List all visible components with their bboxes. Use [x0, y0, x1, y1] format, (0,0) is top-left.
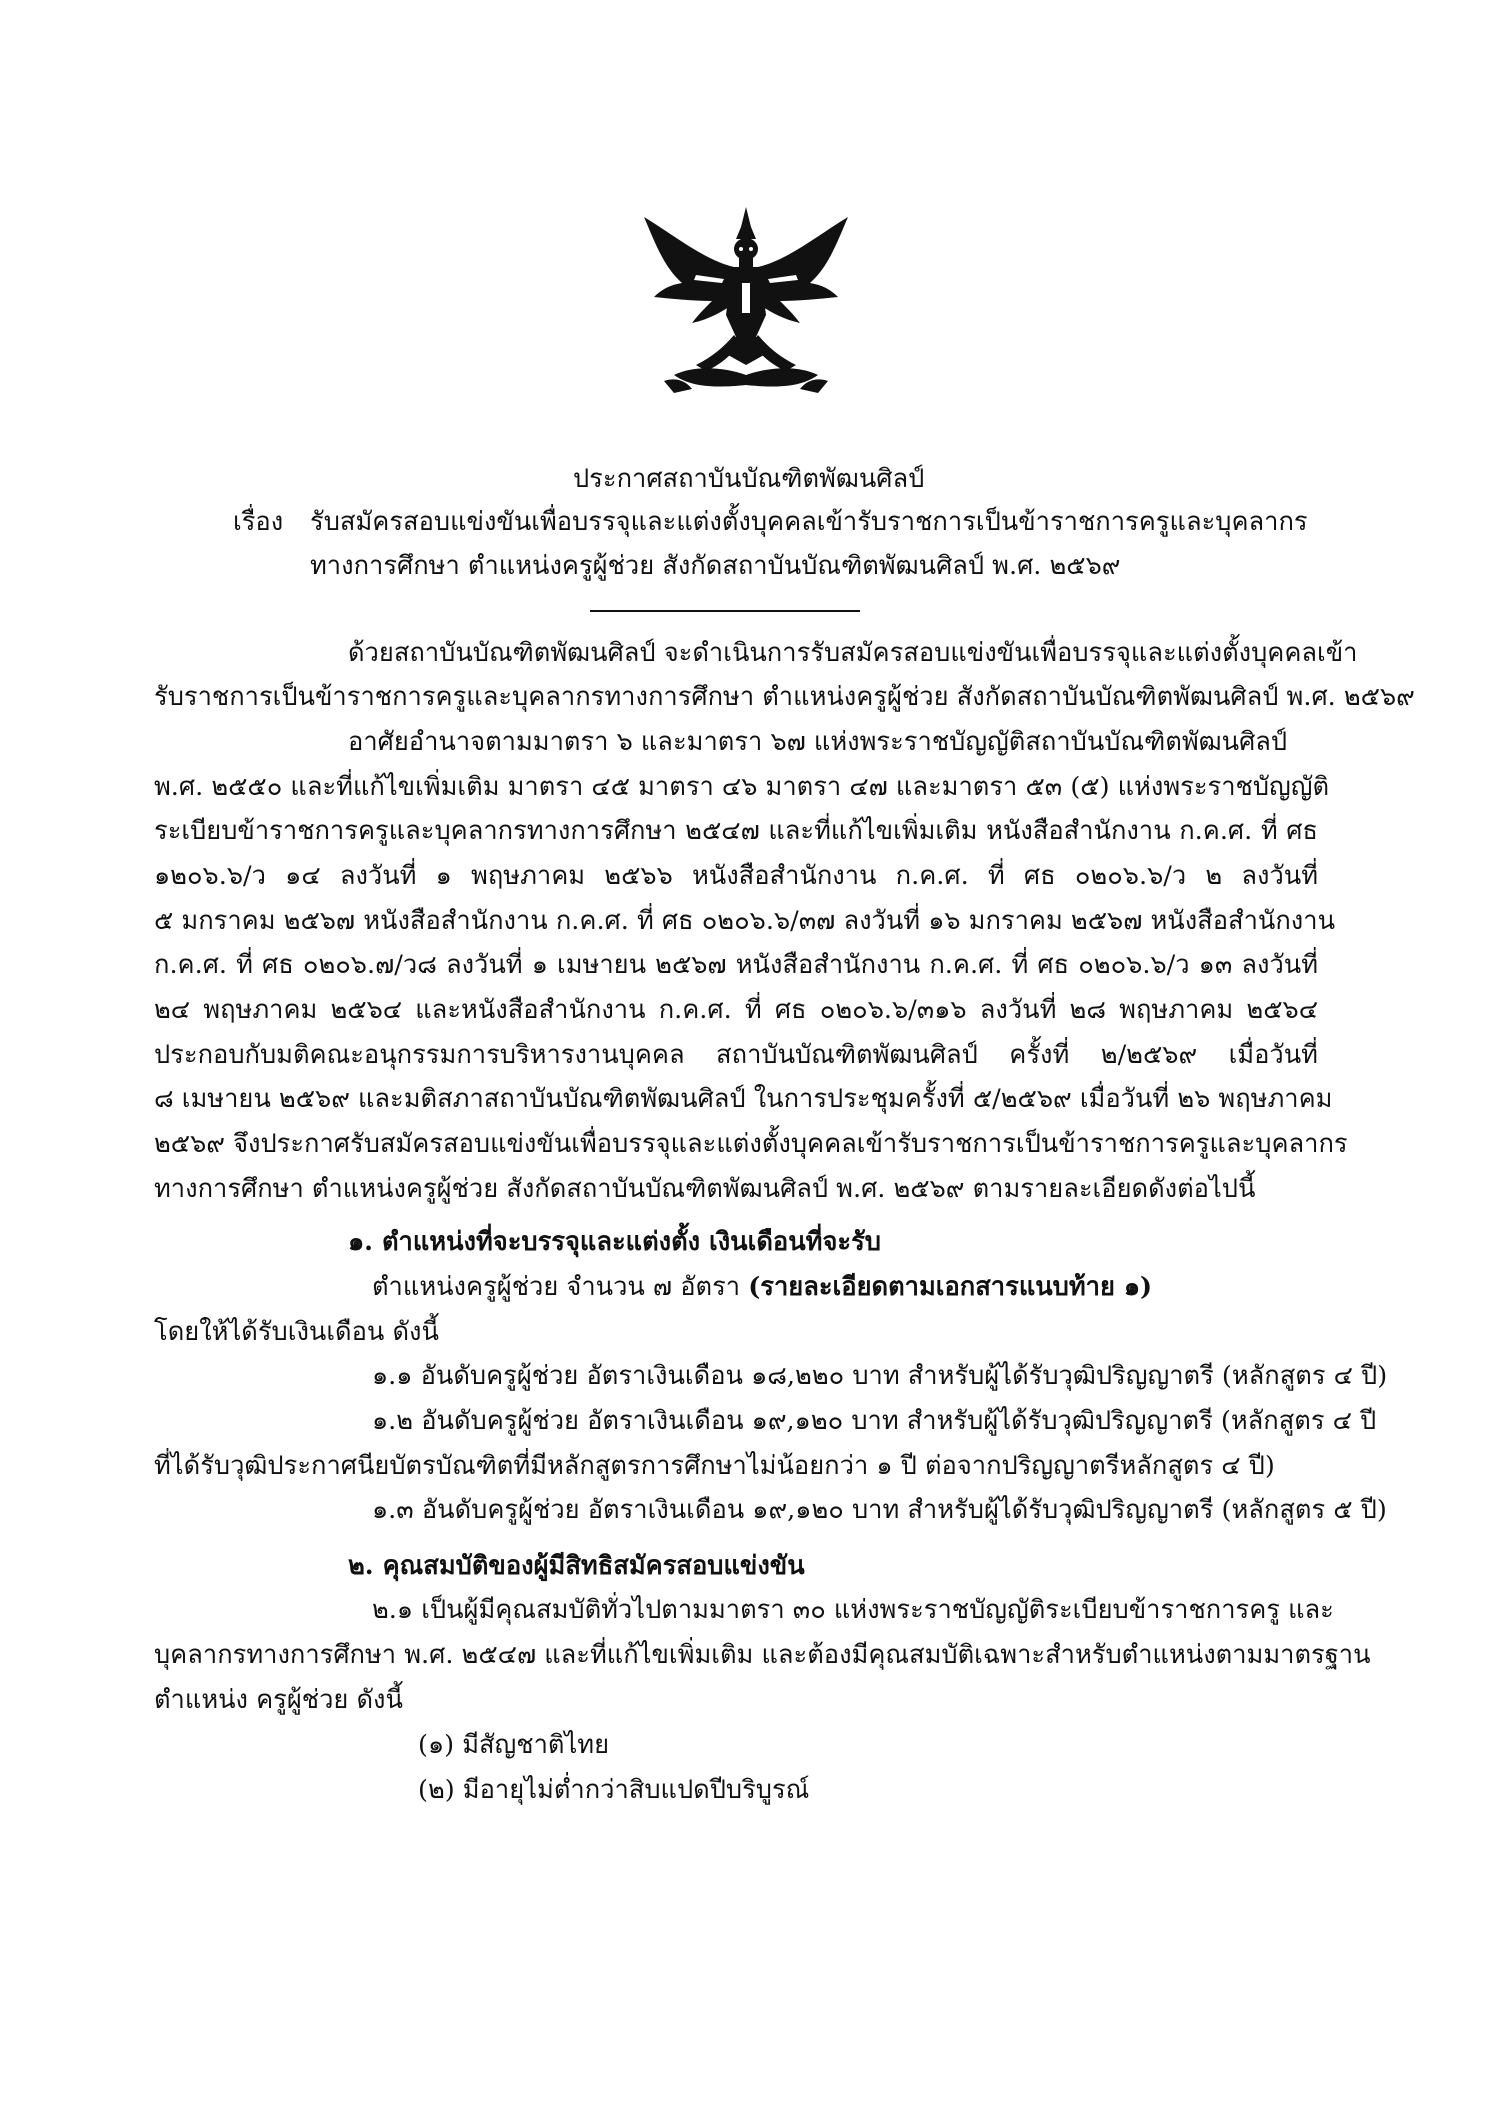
salary-item-continued: ที่ได้รับวุฒิประกาศนียบัตรบัณฑิตที่มีหลักสูตรการศึกษาไม่น้อยกว่า ๑ ปี ต่อจากปริญญาตรีหลักสูตร ๔ ปี): [154, 1451, 1275, 1481]
title-divider: [590, 610, 860, 612]
salary-item: ๑.๒ อันดับครูผู้ช่วย อัตราเงินเดือน ๑๙,๑๒๐ บาท สำหรับผู้ได้รับวุฒิปริญญาตรี (หลักสูตร ๔ ปี: [372, 1406, 1377, 1436]
intro-line: ด้วยสถาบันบัณฑิตพัฒนศิลป์ จะดำเนินการรับสมัครสอบแข่งขันเพื่อบรรจุและแต่งตั้งบุคคลเข้า: [348, 638, 1358, 668]
authority-line: ๘ เมษายน ๒๕๖๙ และมติสภาสถาบันบัณฑิตพัฒนศิลป์ ในการประชุมครั้งที่ ๕/๒๕๖๙ เมื่อวันที่ ๒๖ พฤษภาคม: [154, 1084, 1333, 1114]
authority-line: อาศัยอำนาจตามมาตรา ๖ และมาตรา ๖๗ แห่งพระราชบัญญัติสถาบันบัณฑิตพัฒนศิลป์: [348, 727, 1288, 757]
authority-line: ๕ มกราคม ๒๕๖๗ หนังสือสำนักงาน ก.ค.ศ. ที่ ศธ ๐๒๐๖.๖/๓๗ ลงวันที่ ๑๖ มกราคม ๒๕๖๗ หนังสือสำนักงาน: [154, 906, 1336, 936]
section-2-heading: ๒. คุณสมบัติของผู้มีสิทธิสมัครสอบแข่งขัน: [348, 1551, 805, 1581]
subject-line-2: ทางการศึกษา ตำแหน่งครูผู้ช่วย สังกัดสถาบันบัณฑิตพัฒนศิลป์ พ.ศ. ๒๕๖๙: [310, 551, 1121, 581]
garuda-emblem: [634, 205, 859, 395]
authority-line: ประกอบกับมติคณะอนุกรรมการบริหารงานบุคคล สถาบันบัณฑิตพัฒนศิลป์ ครั้งที่ ๒/๒๕๖๙ เมื่อวันที่: [154, 1040, 1318, 1070]
authority-line: ๒๕๖๙ จึงประกาศรับสมัครสอบแข่งขันเพื่อบรรจุและแต่งตั้งบุคคลเข้ารับราชการเป็นข้าราชการครูและบุคลากร: [154, 1129, 1348, 1159]
subject-line-1: รับสมัครสอบแข่งขันเพื่อบรรจุและแต่งตั้งบุคคลเข้ารับราชการเป็นข้าราชการครูและบุคลากร: [310, 507, 1308, 537]
position-attachment-ref: (รายละเอียดตามเอกสารแนบท้าย ๑): [748, 1272, 1153, 1302]
authority-line: พ.ศ. ๒๕๕๐ และที่แก้ไขเพิ่มเติม มาตรา ๔๕ มาตรา ๔๖ มาตรา ๔๗ และมาตรา ๕๓ (๕) แห่งพระราชบัญญัติ: [154, 772, 1330, 802]
qualification-item-continued: บุคลากรทางการศึกษา พ.ศ. ๒๕๔๗ และที่แก้ไขเพิ่มเติม และต้องมีคุณสมบัติเฉพาะสำหรับตำแหน่งตามมาตรฐาน: [154, 1640, 1371, 1670]
subject-label: เรื่อง: [233, 507, 284, 537]
salary-item: ๑.๑ อันดับครูผู้ช่วย อัตราเงินเดือน ๑๘,๒๒๐ บาท สำหรับผู้ได้รับวุฒิปริญญาตรี (หลักสูตร ๔ ปี): [372, 1361, 1388, 1391]
intro-line: รับราชการเป็นข้าราชการครูและบุคลากรทางการศึกษา ตำแหน่งครูผู้ช่วย สังกัดสถาบันบัณฑิตพัฒนศิลป์ พ.ศ. ๒๕๖๙: [154, 682, 1415, 712]
qualification-sub-item: (๑) มีสัญชาติไทย: [418, 1730, 610, 1760]
authority-line: ๒๔ พฤษภาคม ๒๕๖๔ และหนังสือสำนักงาน ก.ค.ศ. ที่ ศธ ๐๒๐๖.๖/๓๑๖ ลงวันที่ ๒๘ พฤษภาคม ๒๕๖๔: [154, 995, 1318, 1025]
salary-item: ๑.๓ อันดับครูผู้ช่วย อัตราเงินเดือน ๑๙,๑๒๐ บาท สำหรับผู้ได้รับวุฒิปริญญาตรี (หลักสูตร ๕ ปี): [372, 1495, 1387, 1525]
authority-line: ก.ค.ศ. ที่ ศธ ๐๒๐๖.๗/ว๘ ลงวันที่ ๑ เมษายน ๒๕๖๗ หนังสือสำนักงาน ก.ค.ศ. ที่ ศธ ๐๒๐๖.๖/ว ๑๓ ลงวันที่: [154, 950, 1318, 980]
qualification-sub-item: (๒) มีอายุไม่ต่ำกว่าสิบแปดปีบริบูรณ์: [418, 1775, 810, 1805]
position-count: ตำแหน่งครูผู้ช่วย จำนวน ๗ อัตรา (รายละเอียดตามเอกสารแนบท้าย ๑): [372, 1272, 1153, 1302]
qualification-item-continued: ตำแหน่ง ครูผู้ช่วย ดังนี้: [154, 1685, 403, 1715]
qualification-item: ๒.๑ เป็นผู้มีคุณสมบัติทั่วไปตามมาตรา ๓๐ แห่งพระราชบัญญัติระเบียบข้าราชการครู และ: [372, 1595, 1334, 1625]
section-1-heading: ๑. ตำแหน่งที่จะบรรจุและแต่งตั้ง เงินเดือนที่จะรับ: [348, 1227, 881, 1257]
authority-line: ระเบียบข้าราชการครูและบุคลากรทางการศึกษา ๒๕๔๗ และที่แก้ไขเพิ่มเติม หนังสือสำนักงาน ก.ค.ศ. ที่ ศธ: [154, 816, 1318, 846]
authority-line: ทางการศึกษา ตำแหน่งครูผู้ช่วย สังกัดสถาบันบัณฑิตพัฒนศิลป์ พ.ศ. ๒๕๖๙ ตามรายละเอียดดังต่อไปนี้: [154, 1174, 1256, 1204]
authority-line: ๑๒๐๖.๖/ว ๑๔ ลงวันที่ ๑ พฤษภาคม ๒๕๖๖ หนังสือสำนักงาน ก.ค.ศ. ที่ ศธ ๐๒๐๖.๖/ว ๒ ลงวันที่: [154, 861, 1318, 891]
announcement-issuer: ประกาศสถาบันบัณฑิตพัฒนศิลป์: [573, 464, 925, 494]
salary-intro: โดยให้ได้รับเงินเดือน ดังนี้: [154, 1317, 439, 1347]
